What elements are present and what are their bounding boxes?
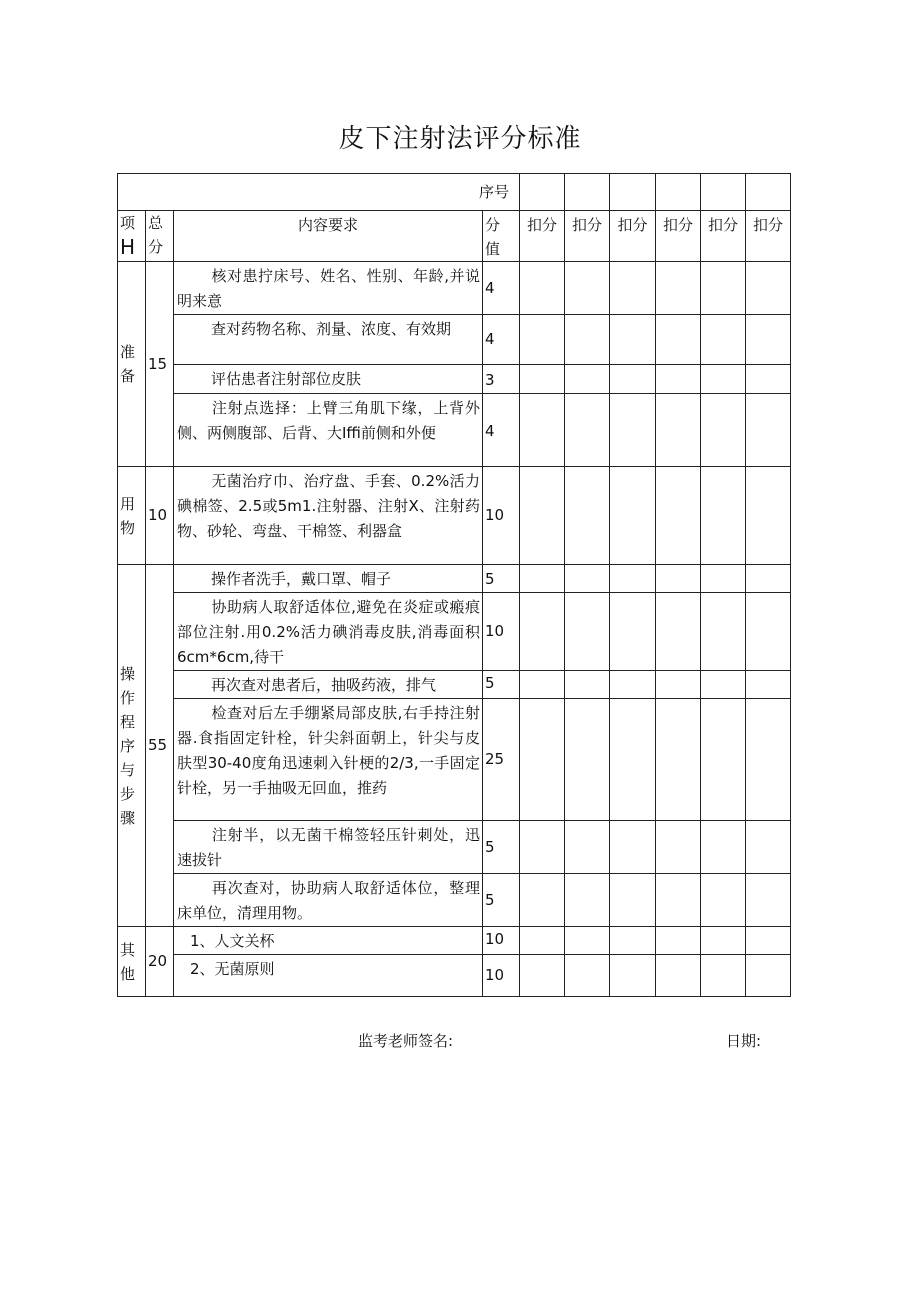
deduct-header: 扣分 — [565, 211, 610, 262]
deduct-cell[interactable] — [746, 821, 791, 874]
score-cell: 4 — [483, 315, 520, 365]
deduct-cell[interactable] — [746, 671, 791, 699]
table-row — [118, 565, 791, 593]
deduct-cell[interactable] — [701, 394, 746, 467]
deduct-cell[interactable] — [610, 821, 656, 874]
deduct-cell[interactable] — [565, 365, 610, 394]
deduct-cell[interactable] — [746, 315, 791, 365]
deduct-cell[interactable] — [656, 699, 701, 821]
category-char: 准 — [120, 343, 136, 361]
deduct-cell[interactable] — [565, 262, 610, 315]
deduct-cell[interactable] — [701, 565, 746, 593]
table-row — [118, 467, 791, 565]
category-cell — [118, 467, 146, 565]
category-char: 物 — [120, 518, 136, 537]
deduct-cell[interactable] — [656, 565, 701, 593]
scoring-table — [117, 173, 791, 997]
category-cell — [118, 927, 146, 997]
deduct-cell[interactable] — [610, 365, 656, 394]
seq-label: 序号 — [118, 174, 520, 211]
table-row — [118, 365, 791, 394]
score-cell: 5 — [483, 874, 520, 927]
table-row — [118, 955, 791, 997]
seq-cell[interactable] — [746, 174, 791, 211]
deduct-cell[interactable] — [520, 671, 565, 699]
category-char: 用 — [120, 494, 136, 513]
deduct-cell[interactable] — [701, 874, 746, 927]
header-score-char: 分 — [485, 216, 501, 234]
deduct-cell[interactable] — [746, 927, 791, 955]
score-cell: 5 — [483, 821, 520, 874]
deduct-cell[interactable] — [520, 467, 565, 565]
sequence-row — [118, 174, 791, 211]
deduct-cell[interactable] — [565, 671, 610, 699]
category-char: 他 — [120, 964, 136, 983]
deduct-cell[interactable] — [656, 927, 701, 955]
deduct-cell[interactable] — [701, 927, 746, 955]
header-score — [483, 211, 520, 262]
header-item — [118, 211, 146, 262]
date-label: 日期: — [726, 1032, 762, 1050]
deduct-cell[interactable] — [610, 262, 656, 315]
deduct-cell[interactable] — [610, 955, 656, 997]
header-score-char: 值 — [485, 240, 501, 258]
page-title: 皮下注射法评分标准 — [338, 124, 582, 154]
column-header-row — [118, 211, 791, 262]
deduct-cell[interactable] — [701, 699, 746, 821]
deduct-header: 扣分 — [701, 211, 746, 262]
category-char: 其 — [120, 940, 136, 959]
deduct-cell[interactable] — [746, 467, 791, 565]
score-cell: 5 — [483, 671, 520, 699]
table-row — [118, 699, 791, 821]
score-cell: 10 — [483, 927, 520, 955]
deduct-cell[interactable] — [610, 874, 656, 927]
category-char: 步 — [120, 784, 136, 803]
deduct-cell[interactable] — [656, 671, 701, 699]
deduct-cell[interactable] — [610, 671, 656, 699]
deduct-cell[interactable] — [656, 955, 701, 997]
deduct-cell[interactable] — [701, 955, 746, 997]
category-char: 与 — [120, 760, 136, 779]
deduct-cell[interactable] — [520, 565, 565, 593]
category-char: 操 — [120, 664, 136, 683]
deduct-cell[interactable] — [565, 593, 610, 671]
examiner-signature-label: 监考老师签名: — [358, 1032, 454, 1050]
content-cell: 再次查对患者后，抽吸药液，排气 — [174, 671, 483, 699]
deduct-cell[interactable] — [520, 394, 565, 467]
seq-cell[interactable] — [610, 174, 656, 211]
score-cell: 5 — [483, 565, 520, 593]
category-char: 作 — [120, 688, 136, 707]
deduct-cell[interactable] — [610, 565, 656, 593]
deduct-cell[interactable] — [746, 365, 791, 394]
deduct-cell[interactable] — [565, 565, 610, 593]
category-char: 备 — [120, 367, 136, 385]
deduct-header: 扣分 — [520, 211, 565, 262]
header-item-char: H — [120, 235, 136, 259]
deduct-cell[interactable] — [701, 671, 746, 699]
content-cell: 再次查对，协助病人取舒适体位，整理床单位，清理用物。 — [174, 874, 483, 927]
deduct-cell[interactable] — [520, 927, 565, 955]
deduct-cell[interactable] — [610, 467, 656, 565]
deduct-cell[interactable] — [656, 821, 701, 874]
deduct-cell[interactable] — [746, 394, 791, 467]
seq-cell[interactable] — [656, 174, 701, 211]
deduct-header: 扣分 — [746, 211, 791, 262]
table-row — [118, 927, 791, 955]
deduct-cell[interactable] — [701, 315, 746, 365]
deduct-cell[interactable] — [565, 394, 610, 467]
deduct-cell[interactable] — [701, 365, 746, 394]
content-cell: 注射点选择：上臂三角肌下缘，上背外侧、两侧腹部、后背、大Iffi前侧和外便 — [174, 394, 483, 467]
content-cell: 协助病人取舒适体位,避免在炎症或瘢痕部位注射.用0.2%活力碘消毒皮肤,消毒面积6cm*6cm,待干 — [174, 593, 483, 671]
table-row — [118, 315, 791, 365]
deduct-cell[interactable] — [746, 565, 791, 593]
header-total-char: 分 — [148, 238, 164, 256]
deduct-cell[interactable] — [565, 927, 610, 955]
deduct-cell[interactable] — [565, 467, 610, 565]
deduct-cell[interactable] — [701, 593, 746, 671]
deduct-cell[interactable] — [565, 955, 610, 997]
deduct-cell[interactable] — [520, 955, 565, 997]
header-item-char: 项 — [120, 214, 136, 232]
score-cell: 4 — [483, 262, 520, 315]
header-total — [146, 211, 174, 262]
score-cell: 10 — [483, 467, 520, 565]
deduct-cell[interactable] — [520, 874, 565, 927]
deduct-cell[interactable] — [610, 593, 656, 671]
category-char: 程 — [120, 712, 136, 731]
category-cell — [118, 262, 146, 467]
deduct-cell[interactable] — [746, 593, 791, 671]
deduct-cell[interactable] — [656, 593, 701, 671]
deduct-cell[interactable] — [701, 262, 746, 315]
content-cell: 注射半，以无菌干棉签轻压针刺处，迅速拔针 — [174, 821, 483, 874]
content-cell: 检查对后左手绷紧局部皮肤,右手持注射器.食指固定针栓，针尖斜面朝上，针尖与皮肤型30-40度角迅速刺入针梗的2/3,一手固定针栓，另一手抽吸无回血，推药 — [174, 699, 483, 821]
content-cell: 查对药物名称、剂量、浓度、有效期 — [174, 315, 483, 365]
seq-cell[interactable] — [520, 174, 565, 211]
score-cell: 25 — [483, 699, 520, 821]
table-row — [118, 262, 791, 315]
score-cell: 3 — [483, 365, 520, 394]
deduct-cell[interactable] — [565, 821, 610, 874]
deduct-cell[interactable] — [520, 315, 565, 365]
table-row — [118, 394, 791, 467]
total-cell: 15 — [146, 262, 174, 467]
total-cell: 55 — [146, 565, 174, 927]
deduct-cell[interactable] — [610, 394, 656, 467]
deduct-cell[interactable] — [656, 315, 701, 365]
deduct-header: 扣分 — [610, 211, 656, 262]
deduct-cell[interactable] — [656, 874, 701, 927]
deduct-cell[interactable] — [520, 821, 565, 874]
seq-cell[interactable] — [565, 174, 610, 211]
deduct-cell[interactable] — [610, 315, 656, 365]
category-char: 骤 — [120, 808, 136, 827]
deduct-cell[interactable] — [746, 262, 791, 315]
deduct-cell[interactable] — [656, 365, 701, 394]
deduct-cell[interactable] — [701, 821, 746, 874]
seq-cell[interactable] — [701, 174, 746, 211]
deduct-cell[interactable] — [565, 699, 610, 821]
deduct-cell[interactable] — [565, 315, 610, 365]
deduct-cell[interactable] — [656, 467, 701, 565]
score-cell: 10 — [483, 955, 520, 997]
category-cell — [118, 565, 146, 927]
deduct-cell[interactable] — [520, 699, 565, 821]
table-row — [118, 671, 791, 699]
table-row — [118, 821, 791, 874]
deduct-cell[interactable] — [746, 874, 791, 927]
deduct-cell[interactable] — [656, 394, 701, 467]
content-cell: 评估患者注射部位皮肤 — [174, 365, 483, 394]
content-cell: 1、人文关杯 — [174, 927, 483, 955]
deduct-header: 扣分 — [656, 211, 701, 262]
deduct-cell[interactable] — [520, 365, 565, 394]
header-content: 内容要求 — [174, 211, 483, 262]
deduct-cell[interactable] — [565, 874, 610, 927]
total-cell: 10 — [146, 467, 174, 565]
content-cell: 2、无菌原则 — [174, 955, 483, 997]
deduct-cell[interactable] — [746, 699, 791, 821]
content-cell: 核对患拧床号、姓名、性别、年龄,并说明来意 — [174, 262, 483, 315]
table-row — [118, 874, 791, 927]
deduct-cell[interactable] — [656, 262, 701, 315]
deduct-cell[interactable] — [520, 593, 565, 671]
content-cell: 操作者洗手，戴口罩、帽子 — [174, 565, 483, 593]
score-cell: 10 — [483, 593, 520, 671]
deduct-cell[interactable] — [610, 699, 656, 821]
content-cell: 无菌治疗巾、治疗盘、手套、0.2%活力碘棉签、2.5或5m1.注射器、注射X、注射药物、砂轮、弯盘、干棉签、利器盒 — [174, 467, 483, 565]
total-cell: 20 — [146, 927, 174, 997]
table-row — [118, 593, 791, 671]
deduct-cell[interactable] — [520, 262, 565, 315]
category-char: 序 — [120, 736, 136, 755]
deduct-cell[interactable] — [746, 955, 791, 997]
deduct-cell[interactable] — [701, 467, 746, 565]
header-total-char: 总 — [148, 214, 164, 232]
score-cell: 4 — [483, 394, 520, 467]
deduct-cell[interactable] — [610, 927, 656, 955]
